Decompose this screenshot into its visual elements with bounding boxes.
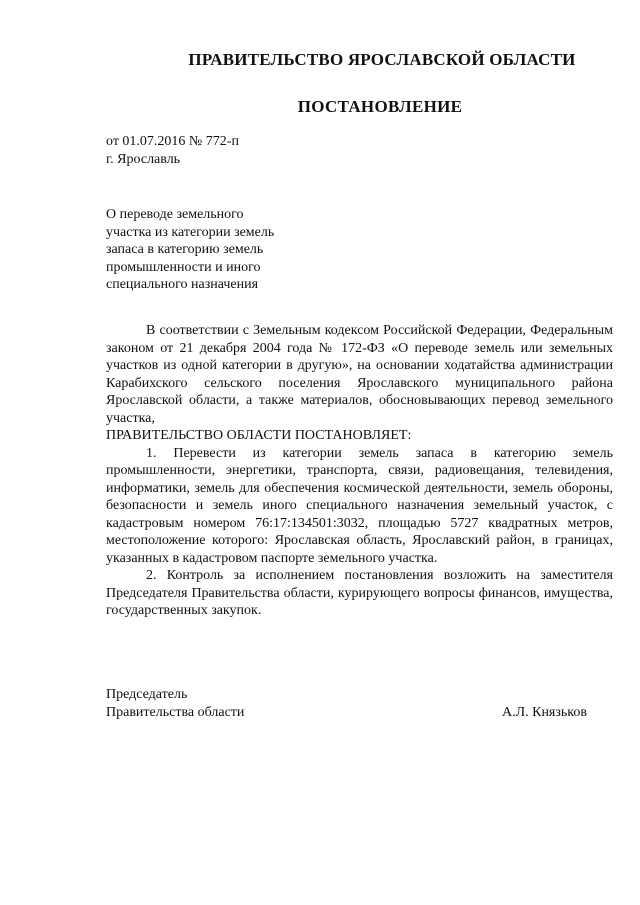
subject-line: специального назначения — [106, 277, 259, 292]
signature-title-line1: Председатель — [106, 687, 188, 702]
signature-title-line2: Правительства области — [106, 705, 245, 720]
subject-line: запаса в категорию земель — [106, 242, 264, 257]
item-1-paragraph: 1. Перевести из категории земель запаса в категорию земель промышленности, энергетики, транспорта, связи, радиовещания, телевидения, информатики, земель для обеспечения космической деятельности, земель обороны, безопасности и земель иного специального назначения земельный участок, с кадастровым номером 76:17:134501:3032, площадью 5727 квадратных метров, местоположение которого: Ярославская область, Ярославский район, в границах, указанных в кадастровом паспорте земельного участка. — [106, 445, 613, 566]
preamble-paragraph: В соответствии с Земельным кодексом Российской Федерации, Федеральным законом от 21 декабря 2004 года № 172-ФЗ «О переводе земель или земельных участков из одной категории в другую», на основании ходатайства администрации Карабихского сельского поселения Ярославского муниципального района Ярославской области, а также материалов, обосновывающих перевод земельного участка, — [106, 323, 613, 426]
decree-line: ПРАВИТЕЛЬСТВО ОБЛАСТИ ПОСТАНОВЛЯЕТ: — [106, 428, 412, 443]
date-number: от 01.07.2016 № 772-п — [106, 134, 239, 149]
subject-line: О переводе земельного — [106, 207, 244, 222]
document-meta — [106, 133, 239, 169]
subject-line: промышленности и иного — [106, 259, 261, 275]
city: г. Ярославль — [106, 152, 181, 167]
item-2-paragraph: 2. Контроль за исполнением постановления возложить на заместителя Председателя Правительства области, курирующего вопросы финансов, имущества, государственных закупок. — [106, 568, 613, 618]
government-title: ПРАВИТЕЛЬСТВО ЯРОСЛАВСКОЙ ОБЛАСТИ — [188, 50, 576, 69]
signature-block — [106, 686, 613, 722]
document-type: ПОСТАНОВЛЕНИЕ — [297, 97, 463, 116]
document-body — [106, 322, 613, 620]
document-subject — [106, 206, 306, 294]
subject-line: участка из категории земель — [106, 224, 275, 240]
signatory-name: А.Л. Князьков — [502, 705, 587, 720]
